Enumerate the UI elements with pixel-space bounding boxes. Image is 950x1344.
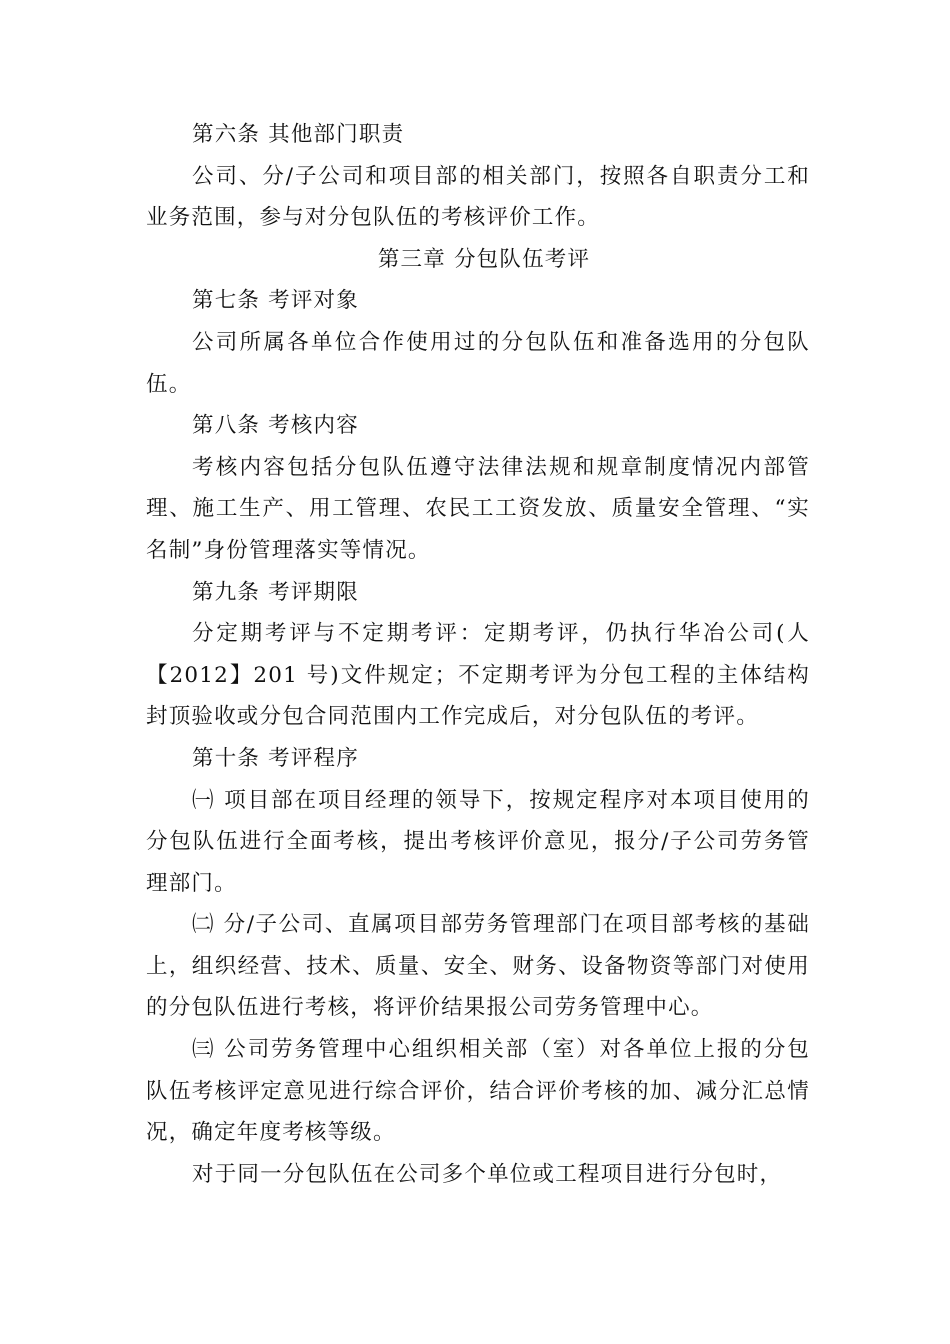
article-7-title: 第七条 考评对象 (192, 288, 359, 314)
article-9-title: 第九条 考评期限 (192, 579, 359, 605)
article-9-body: 分定期考评与不定期考评：定期考评，仍执行华冶公司(人【2012】201 号)文件规定；不定期考评为分包工程的主体结构封顶验收或分包合同范围内工作完成后，对分包队伍的考评。 (146, 621, 810, 730)
article-10-title: 第十条 考评程序 (192, 745, 359, 771)
article-10-item-3: ㈢ 公司劳务管理中心组织相关部（室）对各单位上报的分包队伍考核评定意见进行综合评价，结合评价考核的加、减分汇总情况，确定年度考核等级。 (146, 1037, 810, 1146)
article-10-item-2: ㈡ 分/子公司、直属项目部劳务管理部门在项目部考核的基础上，组织经营、技术、质量、安全、财务、设备物资等部门对使用的分包队伍进行考核，将评价结果报公司劳务管理中心。 (146, 912, 810, 1021)
document-body (146, 114, 810, 1195)
article-10-item-1: ㈠ 项目部在项目经理的领导下，按规定程序对本项目使用的分包队伍进行全面考核，提出考核评价意见，报分/子公司劳务管理部门。 (146, 787, 810, 896)
chapter-3-title: 第三章 分包队伍考评 (377, 246, 591, 272)
article-8-body: 考核内容包括分包队伍遵守法律法规和规章制度情况内部管理、施工生产、用工管理、农民工工资发放、质量安全管理、“实名制”身份管理落实等情况。 (146, 454, 810, 563)
article-6-title: 第六条 其他部门职责 (192, 122, 405, 147)
article-10-tail: 对于同一分包队伍在公司多个单位或工程项目进行分包时， (192, 1161, 783, 1187)
article-8-title: 第八条 考核内容 (192, 413, 359, 439)
article-7-body: 公司所属各单位合作使用过的分包队伍和准备选用的分包队伍。 (146, 329, 810, 397)
article-6-body: 公司、分/子公司和项目部的相关部门，按照各自职责分工和业务范围，参与对分包队伍的考核评价工作。 (146, 163, 810, 231)
